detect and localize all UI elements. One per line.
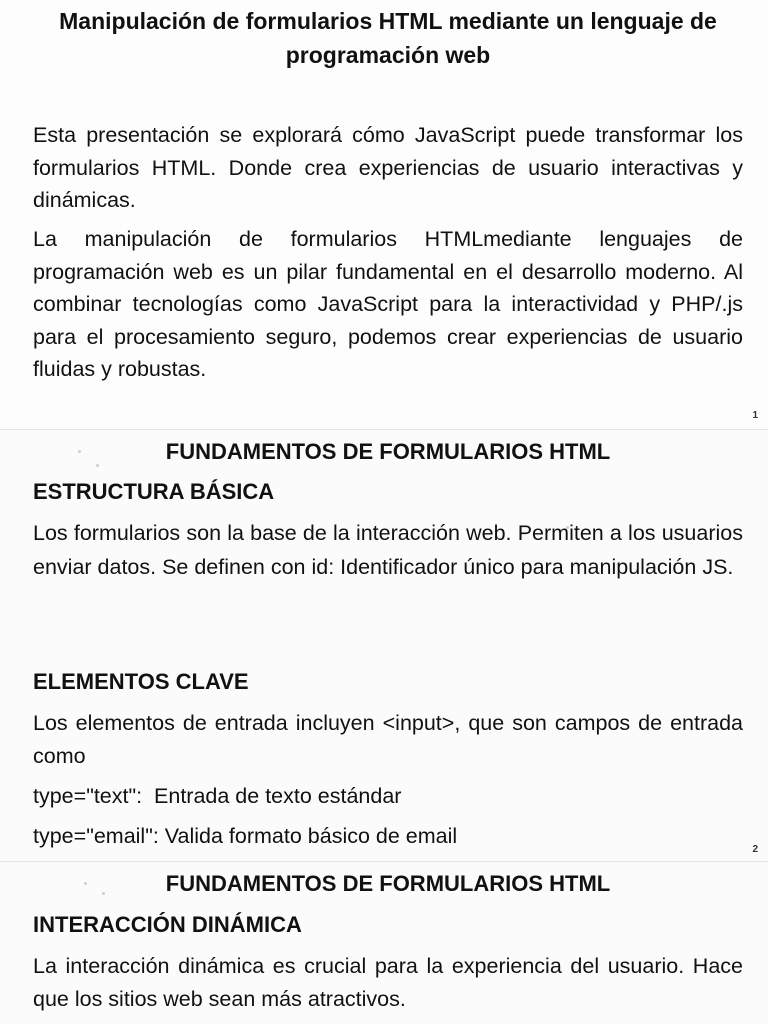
slide-3-heading-dynamic: INTERACCIÓN DINÁMICA bbox=[33, 912, 302, 937]
slide-2-heading-structure: ESTRUCTURA BÁSICA bbox=[33, 479, 275, 504]
slide-1-title: Manipulación de formularios HTML mediante un lenguaje de programación web bbox=[59, 8, 717, 68]
slide-3-title: FUNDAMENTOS DE FORMULARIOS HTML bbox=[165, 871, 611, 896]
slide-2-paragraph-1: Los formularios son la base de la interacción web. Permiten a los usuarios enviar datos. Se definen con id: Identificador único para manipulación JS. bbox=[33, 521, 743, 579]
page-number-2: 2 bbox=[752, 844, 758, 855]
slide-3 bbox=[0, 862, 768, 1024]
slide-2-heading-key-elements: ELEMENTOS CLAVE bbox=[33, 669, 249, 694]
slide-2 bbox=[0, 430, 768, 862]
page-number-1: 1 bbox=[752, 410, 758, 421]
slide-1-paragraph-2: La manipulación de formularios HTMLmediante lenguajes de programación web es un pilar fundamental en el desarrollo moderno. Al combinar tecnologías como JavaScript para la interactividad y PHP/.js para el procesamiento seguro, podemos crear experiencias de usuario fluidas y robustas. bbox=[33, 227, 743, 381]
slide-2-title: FUNDAMENTOS DE FORMULARIOS HTML bbox=[165, 439, 611, 464]
slide-1-paragraph-1: Esta presentación se explorará cómo JavaScript puede transformar los formularios HTML. Donde crea experiencias de usuario interactivas y dinámicas. bbox=[33, 123, 743, 212]
slide-2-paragraph-2: Los elementos de entrada incluyen <input>, que son campos de entrada como bbox=[33, 711, 743, 768]
slide-2-type-text-line: type="text": Entrada de texto estándar bbox=[33, 784, 402, 808]
slide-2-type-email-line: type="email": Valida formato básico de email bbox=[33, 824, 458, 848]
slide-3-paragraph-1: La interacción dinámica es crucial para la experiencia del usuario. Hace que los sitios web sean más atractivos. bbox=[33, 954, 743, 1011]
slide-1 bbox=[0, 0, 768, 430]
